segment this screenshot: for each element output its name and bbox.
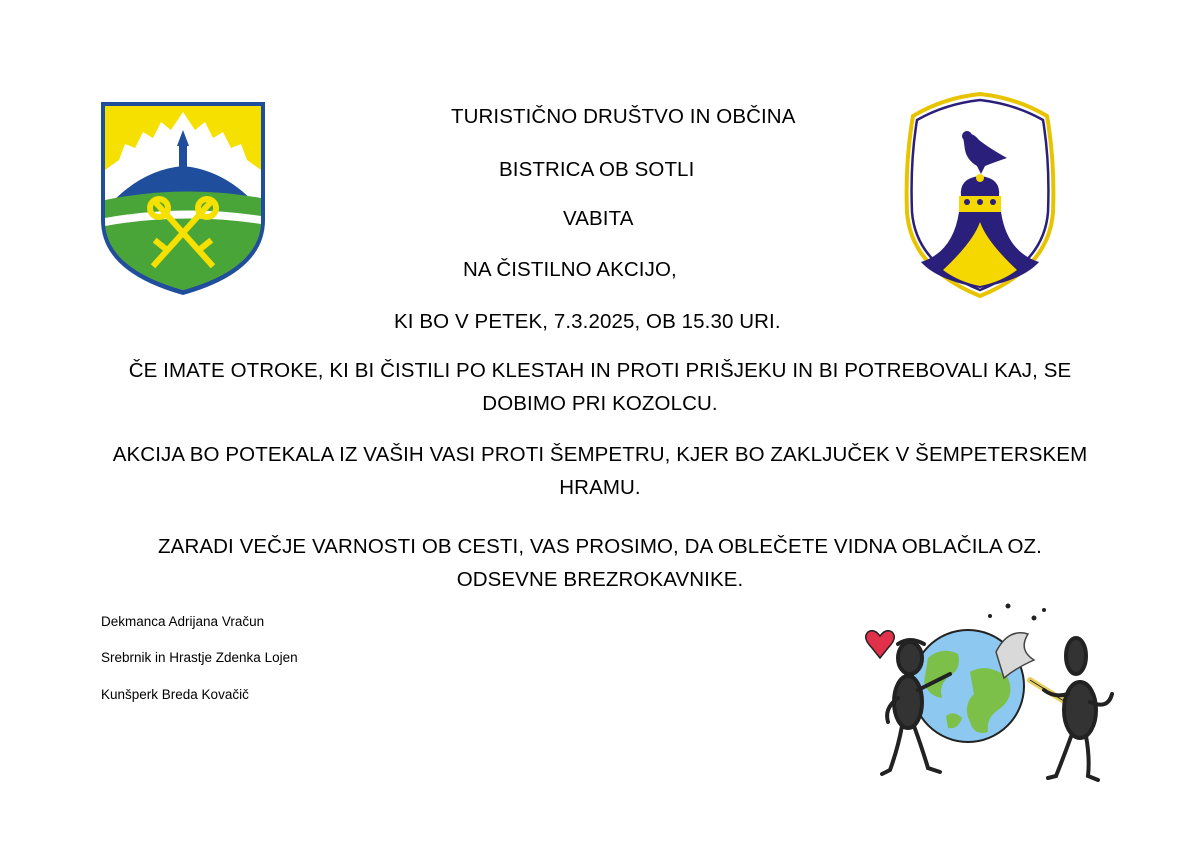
paragraph-children-line2: DOBIMO PRI KOZOLCU.: [482, 392, 718, 415]
paragraph-safety: [60, 530, 1140, 596]
right-coat-of-arms-icon: [903, 92, 1057, 300]
header-line-event: NA ČISTILNO AKCIJO,: [463, 258, 677, 281]
paragraph-route: [60, 438, 1140, 504]
paragraph-safety-line2: ODSEVNE BREZROKAVNIKE.: [456, 568, 744, 591]
paragraph-children: [60, 354, 1140, 420]
header-line-municipality: BISTRICA OB SOTLI: [499, 158, 695, 181]
header-line-invite: VABITA: [563, 207, 634, 230]
signature-kunsperk: Kunšperk Breda Kovačič: [101, 687, 249, 702]
heart-icon: [866, 631, 895, 658]
paragraph-route-line1: AKCIJA BO POTEKALA IZ VAŠIH VASI PROTI ŠEMPETRU, KJER BO ZAKLJUČEK V ŠEMPETERSKEM: [112, 443, 1088, 466]
header-line-date-time: KI BO V PETEK, 7.3.2025, OB 15.30 URI.: [394, 310, 781, 333]
left-coat-of-arms-icon: [99, 100, 267, 296]
paragraph-route-line2: HRAMU.: [559, 476, 641, 499]
paragraph-children-line1: ČE IMATE OTROKE, KI BI ČISTILI PO KLESTAH IN PROTI PRIŠJEKU IN BI POTREBOVALI KAJ, SE: [128, 359, 1072, 382]
signature-srebrnik-hrastje: Srebrnik in Hrastje Zdenka Lojen: [101, 650, 298, 665]
signature-dekmanca: Dekmanca Adrijana Vračun: [101, 614, 265, 629]
header-line-organizer: TURISTIČNO DRUŠTVO IN OBČINA: [451, 105, 796, 128]
cleaning-globe-clipart-icon: [858, 598, 1120, 786]
paragraph-safety-line1: ZARADI VEČJE VARNOSTI OB CESTI, VAS PROSIMO, DA OBLEČETE VIDNA OBLAČILA OZ.: [158, 535, 1042, 558]
